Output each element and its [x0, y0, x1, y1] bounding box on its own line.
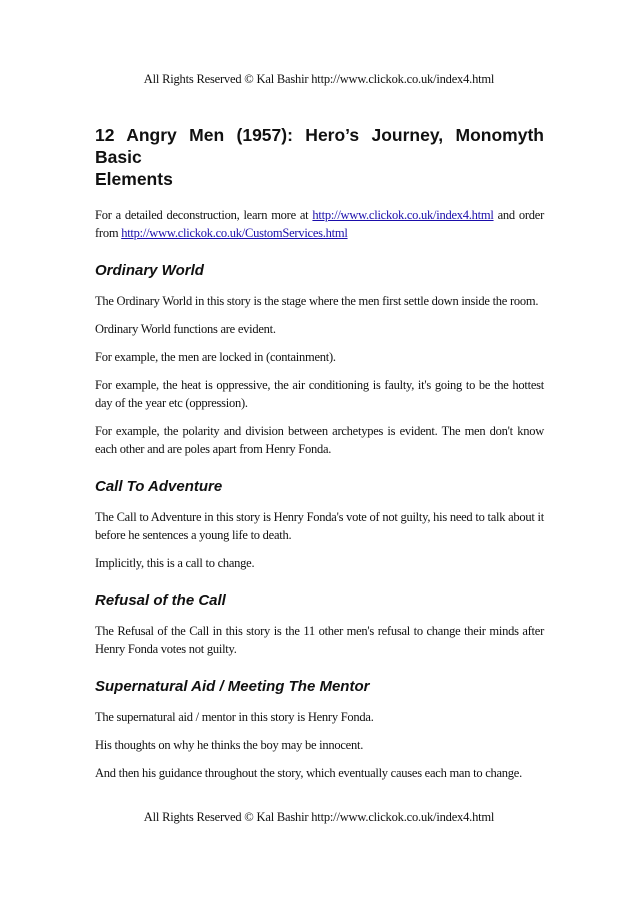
custom-services-link[interactable]: http://www.clickok.co.uk/CustomServices.html [121, 226, 348, 240]
section-paragraph: His thoughts on why he thinks the boy may be innocent. [95, 738, 364, 752]
section-paragraph: Implicitly, this is a call to change. [95, 556, 255, 570]
section-paragraph: The Refusal of the Call in this story is the 11 other men's refusal to change their minds after Henry Fonda votes not guilty. [95, 624, 544, 656]
page-header: All Rights Reserved © Kal Bashir http://www.clickok.co.uk/index4.html [143, 72, 495, 86]
section-paragraph: For example, the polarity and division between archetypes is evident. The men don't know each other and are poles apart from Henry Fonda. [95, 424, 544, 456]
section-heading: Supernatural Aid / Meeting The Mentor [95, 678, 370, 695]
section-paragraph: For example, the heat is oppressive, the air conditioning is faulty, it's going to be the hottest day of the year etc (oppression). [95, 378, 544, 410]
section-call-to-adventure [95, 476, 544, 572]
section-ordinary-world [95, 260, 544, 458]
section-supernatural-aid [95, 676, 544, 782]
title-line-1: 12 Angry Men (1957): Hero’s Journey, Monomyth Basic [95, 125, 544, 167]
intro-text-1: For a detailed deconstruction, learn more at [95, 208, 313, 222]
section-heading: Call To Adventure [95, 478, 223, 495]
title-line-2: Elements [95, 169, 173, 189]
section-heading: Refusal of the Call [95, 592, 226, 609]
section-paragraph: The Ordinary World in this story is the stage where the men first settle down inside the room. [95, 294, 539, 308]
document-title [95, 124, 544, 190]
section-paragraph: For example, the men are locked in (containment). [95, 350, 336, 364]
section-paragraph: Ordinary World functions are evident. [95, 322, 276, 336]
document-body [95, 124, 544, 792]
section-heading: Ordinary World [95, 262, 204, 279]
intro-text-2: and order from [95, 208, 544, 240]
section-paragraph: The supernatural aid / mentor in this story is Henry Fonda. [95, 710, 374, 724]
section-paragraph: And then his guidance throughout the story, which eventually causes each man to change. [95, 766, 522, 780]
section-paragraph: The Call to Adventure in this story is Henry Fonda's vote of not guilty, his need to talk about it before he sentences a young life to death. [95, 510, 544, 542]
page-footer: All Rights Reserved © Kal Bashir http://www.clickok.co.uk/index4.html [143, 810, 495, 824]
intro-paragraph [95, 206, 544, 242]
deconstruction-link[interactable]: http://www.clickok.co.uk/index4.html [312, 208, 494, 222]
section-refusal-of-the-call [95, 590, 544, 658]
